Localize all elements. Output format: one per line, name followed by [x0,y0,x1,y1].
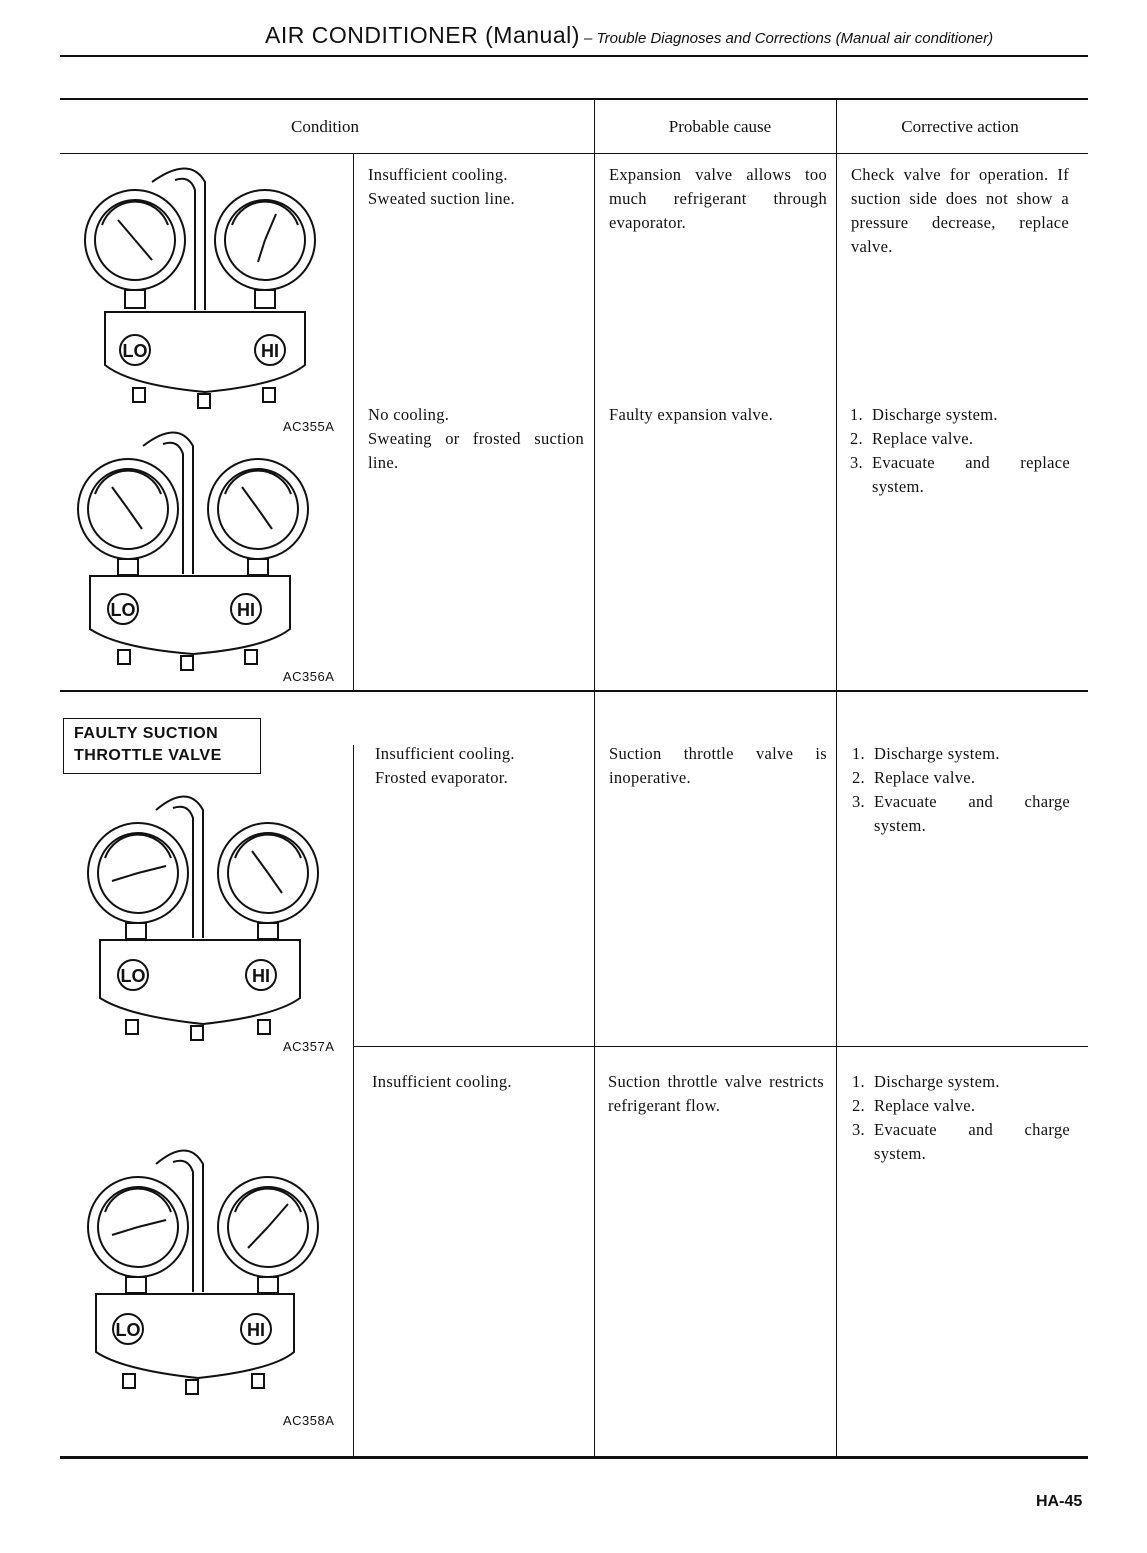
manifold-gauge-illustration-4 [78,1142,328,1402]
row-rule [353,1046,1088,1047]
manifold-gauge-illustration-3 [78,788,328,1048]
row-1-cause: Expansion valve allows too much refrigerant through evaporator. [609,165,827,232]
row-4-symptom-1: Insufficient cooling. [372,1072,512,1091]
list-item: 2. Replace valve. [850,429,974,448]
table-header-rule [60,153,1088,154]
hi-gauge-label: HI [261,341,279,361]
hi-gauge-label: HI [247,1320,265,1340]
col-divider-1 [594,98,595,1458]
header-title: AIR CONDITIONER (Manual) [265,22,580,48]
row-3-condition [375,742,585,790]
page-header [265,22,993,49]
faulty-suction-throttle-valve-label: FAULTY SUCTION THROTTLE VALVE [63,718,261,774]
column-header-condition: Condition [290,117,359,136]
row-3-cause: Suction throttle valve is inoperative. [609,744,827,787]
lo-gauge-label: LO [122,341,148,361]
row-1-symptom-1: Insufficient cooling. [368,165,508,184]
page-number: HA-45 [1036,1493,1083,1510]
row-2-symptom-2: Sweating or frosted suction line. [368,429,584,472]
row-1-condition [368,163,588,211]
figure-code-3: AC357A [283,1039,335,1054]
list-item: 2. Replace valve. [852,1096,976,1115]
list-item: 3. Evacuate and charge system. [852,792,1070,835]
row-2-symptom-1: No cooling. [368,405,450,424]
figure-divider-bottom [353,745,354,1458]
manifold-gauge-illustration-2 [68,424,318,674]
table-top-rule [60,98,1088,100]
figure-divider-top [353,153,354,690]
manifold-gauge-illustration-1 [80,160,330,410]
list-item: 2. Replace valve. [852,768,976,787]
hi-gauge-label: HI [252,966,270,986]
lo-gauge-label: LO [120,966,146,986]
row-1-action: Check valve for operation. If suction side does not show a pressure decrease, replace valve. [851,165,1069,256]
header-rule [60,55,1088,57]
row-group-rule [60,690,1088,692]
figure-code-1: AC355A [283,419,335,434]
lo-gauge-label: LO [115,1320,141,1340]
row-2-condition [368,403,584,475]
row-2-cause: Faulty expansion valve. [609,405,774,424]
hi-gauge-label: HI [237,600,255,620]
header-subtitle: – Trouble Diagnoses and Corrections (Manual air conditioner) [579,30,994,47]
column-header-corrective-action: Corrective action [901,117,1019,136]
row-4-action [848,1070,1070,1166]
figure-code-2: AC356A [283,669,335,684]
list-item: 3. Evacuate and charge system. [852,1120,1070,1163]
lo-gauge-label: LO [110,600,136,620]
table-bottom-rule [60,1456,1088,1459]
col-divider-2 [836,98,837,1458]
row-4-cause: Suction throttle valve restricts refrigerant flow. [608,1072,824,1115]
gauge-hose [152,169,205,311]
row-2-action [846,403,1070,499]
row-3-action [848,742,1070,838]
row-3-symptom-1: Insufficient cooling. [375,744,515,763]
list-item: 1. Discharge system. [852,1072,1000,1091]
list-item: 3. Evacuate and replace system. [850,453,1070,496]
list-item: 1. Discharge system. [852,744,1000,763]
row-1-symptom-2: Sweated suction line. [368,189,515,208]
figure-code-4: AC358A [283,1413,335,1428]
list-item: 1. Discharge system. [850,405,998,424]
row-3-symptom-2: Frosted evaporator. [375,768,509,787]
row-4-condition [372,1070,582,1094]
column-header-probable-cause: Probable cause [668,117,772,136]
